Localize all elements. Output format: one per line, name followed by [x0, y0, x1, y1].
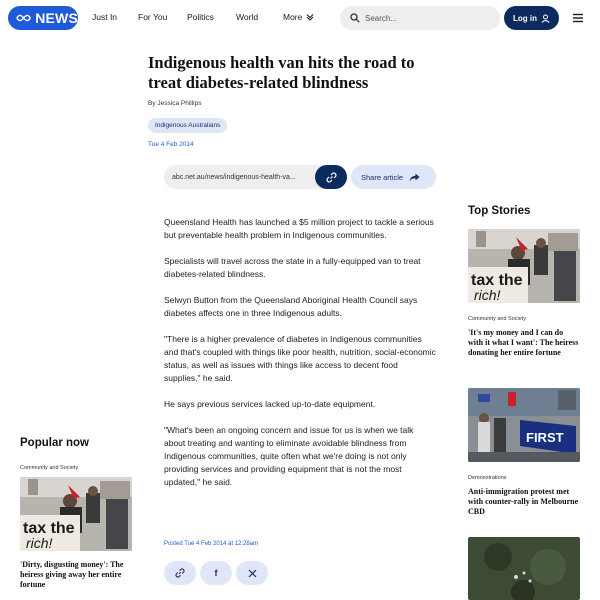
- abc-logo-icon: [16, 12, 31, 24]
- site-header: [0, 0, 600, 36]
- story-kicker[interactable]: Demonstrations: [468, 475, 507, 481]
- paragraph: He says previous services lacked up-to-date equipment.: [164, 399, 376, 409]
- nav-more[interactable]: [283, 12, 314, 22]
- article-body: [164, 216, 436, 502]
- banner-text: FIRST: [526, 430, 564, 445]
- facebook-icon: f: [214, 568, 218, 578]
- protest-photo: [468, 229, 580, 303]
- article-byline[interactable]: By Jessica Phillips: [148, 100, 202, 107]
- rally-photo: [468, 388, 580, 462]
- x-share-button[interactable]: [236, 561, 268, 585]
- chevron-down-icon: [306, 13, 314, 21]
- story-kicker[interactable]: Community and Society: [20, 465, 79, 471]
- article-date: Tue 4 Feb 2014: [148, 141, 194, 148]
- paragraph: "There is a higher prevalence of diabetes in Indigenous communities and that's coupled with things like poor health, nutrition, social-economic status, as well as issues with things like access to decent food supplies," he said.: [164, 334, 436, 383]
- link-icon: [175, 568, 185, 578]
- article-url-bar[interactable]: [164, 165, 347, 189]
- login-button[interactable]: [504, 6, 559, 30]
- facebook-share-button[interactable]: [200, 561, 232, 585]
- story-thumbnail[interactable]: [468, 537, 580, 600]
- story-kicker[interactable]: Community and Society: [468, 316, 527, 322]
- nav-for-you[interactable]: For You: [138, 12, 168, 22]
- aerial-photo: [468, 537, 580, 600]
- search-icon: [350, 13, 360, 23]
- share-article-button[interactable]: [351, 165, 436, 189]
- user-icon: [541, 14, 550, 23]
- nav-politics[interactable]: Politics: [187, 12, 214, 22]
- article-url: abc.net.au/news/indigenous-health-va...: [172, 173, 296, 181]
- logo-text: NEWS: [35, 10, 78, 26]
- copy-link-button[interactable]: [315, 165, 347, 189]
- nav-just-in[interactable]: Just In: [92, 12, 118, 22]
- story-title[interactable]: Anti-immigration protest met with counter-rally in Melbourne CBD: [468, 487, 579, 516]
- posted-timestamp: Posted Tue 4 Feb 2014 at 12:28am: [164, 541, 259, 547]
- hamburger-menu-icon[interactable]: [571, 11, 585, 25]
- link-icon: [326, 172, 337, 183]
- sign-text: rich!: [474, 287, 501, 303]
- copy-link-share-button[interactable]: [164, 561, 196, 585]
- popular-now-heading: Popular now: [20, 437, 89, 449]
- sign-text: tax the: [471, 272, 523, 289]
- story-title[interactable]: 'Dirty, disgusting money': The heiress giving away her entire fortune: [20, 560, 124, 589]
- x-icon: [248, 569, 257, 578]
- login-label: Log in: [513, 13, 537, 23]
- nav-world[interactable]: World: [236, 12, 259, 22]
- paragraph: Queensland Health has launched a $5 million project to tackle a serious but preventable health problem in Indigenous communities.: [164, 217, 434, 240]
- search-input[interactable]: [365, 14, 485, 23]
- share-label: Share article: [361, 172, 404, 182]
- article-title: Indigenous health van hits the road to treat diabetes-related blindness: [148, 53, 415, 92]
- paragraph: Selwyn Button from the Queensland Aboriginal Health Council says diabetes affects one in three Indigenous adults.: [164, 295, 418, 318]
- story-title[interactable]: 'It's my money and I can do with it what I want': The heiress donating her entire fortune: [468, 328, 579, 357]
- paragraph: Specialists will travel across the state in a fully-equipped van to treat diabetes-related blindness.: [164, 256, 421, 279]
- story-thumbnail[interactable]: [468, 229, 580, 303]
- nav-more-label: More: [283, 12, 303, 22]
- protest-photo: [20, 477, 132, 551]
- paragraph: "What's been an ongoing concern and issue for us is when we talk about treating and wanting to eliminate avoidable blindness from Indigenous communities, quite often what we're doing is not only providing services and providing equipment that is not the most updated," he said.: [164, 425, 414, 487]
- abc-news-logo[interactable]: [8, 6, 78, 30]
- story-thumbnail[interactable]: [468, 388, 580, 462]
- story-thumbnail[interactable]: [20, 477, 132, 551]
- sign-text: tax the: [23, 520, 75, 537]
- topic-tag[interactable]: Indigenous Australians: [148, 118, 227, 133]
- share-arrow-icon: [409, 173, 420, 182]
- search-box[interactable]: [340, 6, 500, 30]
- sign-text: rich!: [26, 535, 53, 551]
- top-stories-heading: Top Stories: [468, 205, 531, 217]
